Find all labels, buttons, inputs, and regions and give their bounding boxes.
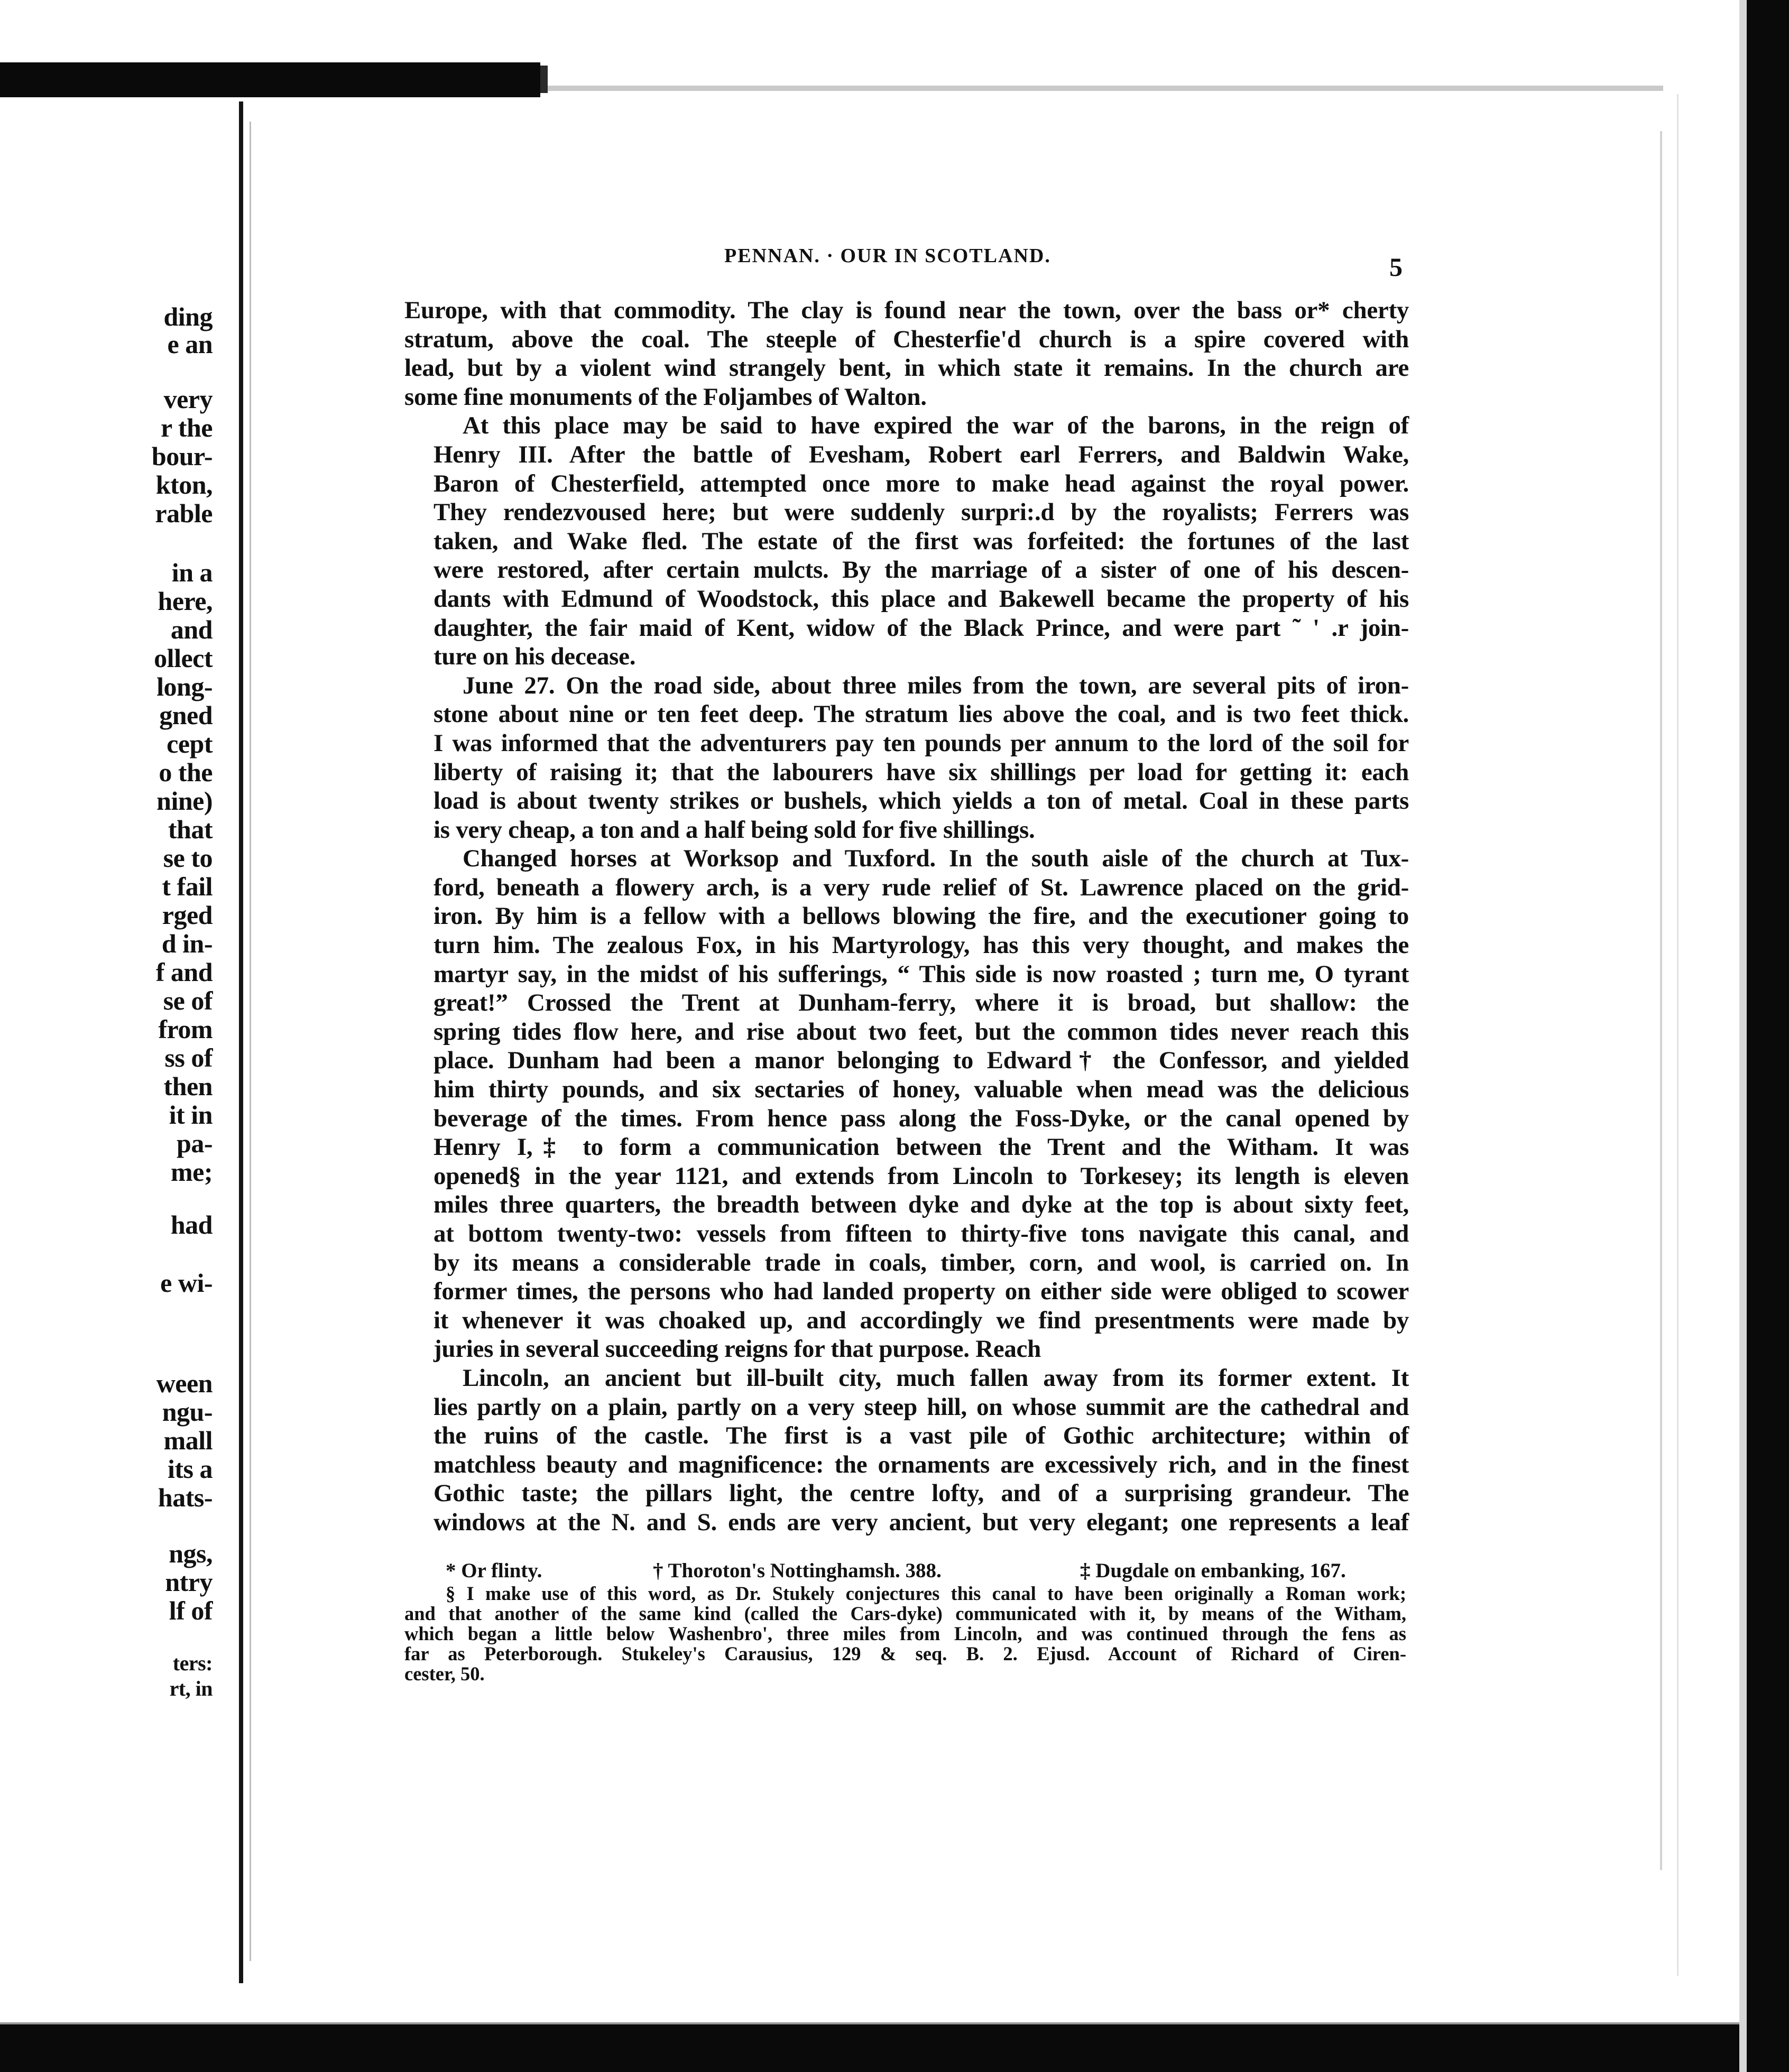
left-fragment: ss of <box>164 1043 213 1072</box>
text-line: former times, the persons who had landed property on either side were obliged to scower <box>434 1278 1409 1306</box>
left-fragment: d in- <box>161 929 213 958</box>
left-fragment: ollect <box>154 643 213 673</box>
text-line: martyr say, in the midst of his sufferings, “ This side is now roasted ; turn me, O tyrant <box>434 960 1409 988</box>
left-fragment: me; <box>171 1157 213 1187</box>
text-line: stone about nine or ten feet deep. The stratum lies above the coal, and is two feet thick. <box>434 700 1409 728</box>
left-fragment: t fail <box>162 872 213 901</box>
left-fragment: ters: <box>172 1651 213 1675</box>
text-line: ture on his decease. <box>434 643 636 671</box>
footnotes <box>404 1559 1406 1684</box>
text-line: Changed horses at Worksop and Tuxford. In the south aisle of the church at Tux- <box>463 845 1409 873</box>
left-fragment: ding <box>163 302 213 331</box>
text-line: They rendezvoused here; but were suddenly surpri:.d by the royalists; Ferrers was <box>434 498 1409 526</box>
page-number: 5 <box>1389 252 1403 282</box>
left-fragment: here, <box>158 586 213 616</box>
text-line: it whenever it was choaked up, and accordingly we find presentments were made by <box>434 1306 1409 1334</box>
left-fragment: lf of <box>169 1596 213 1625</box>
left-fragment: ngu- <box>162 1397 213 1427</box>
left-fragment: gned <box>159 700 213 730</box>
text-line: place. Dunham had been a manor belonging to Edward† the Confessor, and yielded <box>434 1047 1409 1075</box>
left-fragment: se of <box>163 986 213 1015</box>
text-line: Europe, with that commodity. The clay is found near the town, over the bass or* cherty <box>404 297 1409 324</box>
text-line: lies partly on a plain, partly on a very steep hill, on whose summit are the cathedral and <box>434 1393 1409 1421</box>
text-line: At this place may be said to have expired the war of the barons, in the reign of <box>463 412 1409 440</box>
left-fragment: ngs, <box>169 1539 213 1568</box>
footnote-dugdale: ‡ Dugdale on embanking, 167. <box>1080 1559 1346 1582</box>
left-fragment: from <box>158 1014 213 1044</box>
text-line: opened§ in the year 1121, and extends from Lincoln to Torkesey; its length is eleven <box>434 1162 1409 1190</box>
text-line: Henry I,‡ to form a communication between the Trent and the Witham. It was <box>434 1133 1409 1161</box>
text-line: great!” Crossed the Trent at Dunham-ferry, where it is broad, but shallow: the <box>434 989 1409 1017</box>
left-fragment: ween <box>156 1368 213 1398</box>
left-fragment: e wi- <box>160 1268 213 1298</box>
scan-right-light-edge <box>1739 0 1747 2072</box>
left-fragment: o the <box>159 757 213 787</box>
paragraph <box>404 296 1409 411</box>
left-fragment: its a <box>168 1454 213 1484</box>
footnote-line: cester, 50. <box>404 1663 485 1685</box>
left-fragment: e an <box>167 329 213 359</box>
left-fragment: very <box>163 384 213 414</box>
footnote-line: § I make use of this word, as Dr. Stukely conjectures this canal to have been originally a Roman work; <box>446 1583 1406 1604</box>
left-page-fragments <box>0 0 233 2009</box>
page-right-edge-line-outer <box>1677 94 1679 1976</box>
text-line: iron. By him is a fellow with a bellows blowing the fire, and the executioner going to <box>434 902 1409 930</box>
left-fragment: long- <box>156 672 213 701</box>
text-line: daughter, the fair maid of Kent, widow of the Black Prince, and were part ˜ ' .r join- <box>434 614 1409 642</box>
book-gutter-shadow <box>250 122 251 1961</box>
paragraph <box>404 1364 1409 1537</box>
footnote-line: far as Peterborough. Stukeley's Carausius, 129 & seq. B. 2. Ejusd. Account of Richard of Ciren- <box>404 1643 1406 1664</box>
left-fragment: bour- <box>151 441 213 471</box>
text-line: load is about twenty strikes or bushels, which yields a ton of metal. Coal in these parts <box>434 787 1409 815</box>
page-right-edge-line <box>1660 131 1662 1870</box>
left-fragment: kton, <box>155 470 213 500</box>
footnote-row <box>404 1559 1406 1584</box>
paragraph <box>404 671 1409 845</box>
left-fragment: ntry <box>165 1567 213 1597</box>
text-line: spring tides flow here, and rise about two feet, but the common tides never reach this <box>434 1018 1409 1046</box>
left-fragment: r the <box>161 413 213 442</box>
left-fragment: rable <box>155 498 213 528</box>
text-line: I was informed that the adventurers pay ten pounds per annum to the lord of the soil for <box>434 729 1409 757</box>
text-line: the ruins of the castle. The first is a vast pile of Gothic architecture; within of <box>434 1422 1409 1450</box>
left-fragment: in a <box>171 558 213 587</box>
footnote-line: and that another of the same kind (called the Cars-dyke) communicated with it, by means of the Witham, <box>404 1603 1406 1624</box>
text-line: him thirty pounds, and six sectaries of honey, valuable when mead was the delicious <box>434 1076 1409 1104</box>
body-text <box>404 296 1409 1537</box>
left-fragment: had <box>170 1210 213 1240</box>
text-line: windows at the N. and S. ends are very ancient, but very elegant; one represents a leaf <box>434 1508 1409 1536</box>
paragraph <box>404 411 1409 671</box>
text-line: stratum, above the coal. The steeple of Chesterfie'd church is a spire covered with <box>404 325 1409 353</box>
left-fragment: pa- <box>177 1128 213 1158</box>
scan-right-dark-band <box>1747 0 1789 2072</box>
text-line: lead, but by a violent wind strangely bent, in which state it remains. In the church are <box>404 354 1409 382</box>
text-line: juries in several succeeding reigns for that purpose. Reach <box>434 1335 1041 1363</box>
book-gutter-line <box>239 101 243 1983</box>
text-line: June 27. On the road side, about three miles from the town, are several pits of iron- <box>463 671 1409 699</box>
text-line: Lincoln, an ancient but ill-built city, much fallen away from its former extent. It <box>463 1364 1409 1392</box>
footnote-line: which began a little below Washenbro', three miles from Lincoln, and was continued through the fens as <box>404 1623 1406 1644</box>
left-fragment: then <box>163 1071 213 1101</box>
paragraph <box>404 844 1409 1364</box>
left-fragment: nine) <box>156 786 213 816</box>
left-fragment: cept <box>167 729 213 758</box>
text-line: Baron of Chesterfield, attempted once more to make head against the royal power. <box>434 469 1409 497</box>
footnote-or-flinty: * Or flinty. <box>446 1559 542 1582</box>
text-line: miles three quarters, the breadth between dyke and dyke at the top is about sixty feet, <box>434 1191 1409 1219</box>
text-line: taken, and Wake fled. The estate of the first was forfeited: the fortunes of the last <box>434 527 1409 555</box>
footnote-thoroton: † Thoroton's Nottinghamsh. 388. <box>653 1559 942 1582</box>
text-line: Gothic taste; the pillars light, the centre lofty, and of a surprising grandeur. The <box>434 1479 1409 1507</box>
text-line: were restored, after certain mulcts. By the marriage of a sister of one of his descen- <box>434 556 1409 584</box>
text-line: liberty of raising it; that the labourers have six shillings per load for getting it: each <box>434 758 1409 786</box>
text-line: ford, beneath a flowery arch, is a very rude relief of St. Lawrence placed on the grid- <box>434 873 1409 901</box>
scan-top-band-tip <box>540 66 548 93</box>
scan-bottom-dark-band <box>0 2024 1789 2072</box>
left-fragment: rged <box>162 900 213 930</box>
running-head: PENNAN. · OUR IN SCOTLAND. <box>724 245 1051 267</box>
left-fragment: it in <box>169 1100 213 1130</box>
text-line: dants with Edmund of Woodstock, this place and Bakewell became the property of his <box>434 585 1409 613</box>
text-line: turn him. The zealous Fox, in his Martyrology, has this very thought, and makes the <box>434 931 1409 959</box>
left-fragment: and <box>170 615 213 644</box>
left-fragment: mall <box>163 1426 213 1455</box>
left-fragment: f and <box>155 957 213 987</box>
text-line: at bottom twenty-two: vessels from fifteen to thirty-five tons navigate this canal, and <box>434 1220 1409 1247</box>
text-line: is very cheap, a ton and a half being sold for five shillings. <box>434 816 1035 844</box>
text-line: some fine monuments of the Foljambes of Walton. <box>404 383 927 411</box>
text-line: beverage of the times. From hence pass along the Foss-Dyke, or the canal opened by <box>434 1104 1409 1132</box>
text-line: Henry III. After the battle of Evesham, Robert earl Ferrers, and Baldwin Wake, <box>434 440 1409 468</box>
left-fragment: that <box>168 815 213 844</box>
left-fragment: rt, in <box>169 1677 213 1700</box>
text-line: by its means a considerable trade in coals, timber, corn, and wool, is carried on. In <box>434 1248 1409 1276</box>
text-line: matchless beauty and magnificence: the ornaments are excessively rich, and in the finest <box>434 1450 1409 1478</box>
left-fragment: hats- <box>158 1483 213 1512</box>
scan-top-edge-line <box>548 86 1663 91</box>
left-fragment: se to <box>163 843 213 873</box>
